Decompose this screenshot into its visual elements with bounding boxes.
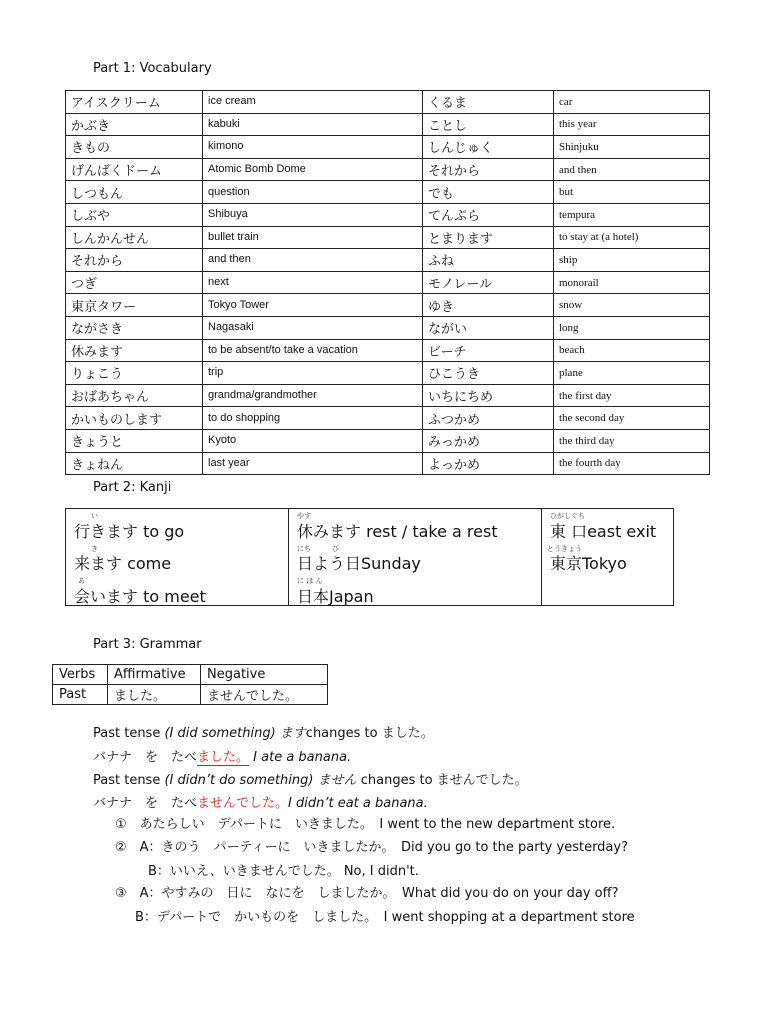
vocab-japanese: しぶや: [66, 203, 203, 226]
table-row: [66, 203, 710, 226]
example-sentence-2: ② A：きのう パーティーに いきましたか。 Did you go to the party yesterday?: [115, 840, 628, 855]
vocab-english: next: [203, 271, 423, 294]
vocab-japanese: モノレール: [423, 271, 554, 294]
kanji-entry: 行きます to go: [74, 522, 185, 541]
furigana: やす: [297, 512, 311, 520]
vocab-english: last year: [203, 452, 423, 475]
table-row: [66, 181, 710, 204]
vocab-japanese: かぶき: [66, 113, 203, 136]
vocab-english: Atomic Bomb Dome: [203, 158, 423, 181]
vocab-japanese: ながい: [423, 316, 554, 339]
vocab-english: trip: [203, 362, 423, 385]
vocab-japanese: ゆき: [423, 294, 554, 317]
furigana: ひがしぐち: [550, 512, 585, 520]
vocab-english: snow: [554, 294, 710, 317]
vocab-english: to stay at (a hotel): [554, 226, 710, 249]
example-negative: [93, 792, 428, 811]
table-row: [66, 407, 710, 430]
rule-text: changes to ませんでした。: [356, 773, 528, 788]
grammar-rule-affirmative: [93, 722, 434, 741]
vocab-english: kabuki: [203, 113, 423, 136]
kanji-entry: 東京Tokyo: [550, 554, 627, 573]
example-translation: I didn’t eat a banana.: [288, 796, 428, 811]
example-text: バナナ を たべ: [93, 750, 198, 765]
example-sentence-2-answer: B：いいえ、いきませんでした。 No, I didn't.: [148, 864, 419, 879]
highlight-ending: ませんでした。: [197, 796, 289, 811]
vocab-english: ship: [554, 249, 710, 272]
vocab-japanese: ひこうき: [423, 362, 554, 385]
vocab-japanese: よっかめ: [423, 452, 554, 475]
kanji-entry: 来ます come: [74, 554, 172, 573]
vocab-english: grandma/grandmother: [203, 384, 423, 407]
vocab-english: car: [554, 91, 710, 114]
example-affirmative: [93, 746, 351, 765]
kanji-box: [65, 508, 674, 606]
vocab-japanese: てんぷら: [423, 203, 554, 226]
vocab-english: the second day: [554, 407, 710, 430]
vocab-japanese: いちにちめ: [423, 384, 554, 407]
vocab-english: this year: [554, 113, 710, 136]
vocab-english: kimono: [203, 136, 423, 159]
vocab-japanese: それから: [66, 249, 203, 272]
kanji-column-1: [66, 509, 288, 605]
vocab-japanese: 東京タワー: [66, 294, 203, 317]
vocab-japanese: しつもん: [66, 181, 203, 204]
part2-heading: Part 2: Kanji: [93, 480, 172, 495]
rule-emphasis: (I did something) ます: [164, 726, 306, 741]
vocab-japanese: くるま: [423, 91, 554, 114]
rule-emphasis: (I didn’t do something) ません: [164, 773, 357, 788]
vocab-japanese: ふつかめ: [423, 407, 554, 430]
vocab-english: Shibuya: [203, 203, 423, 226]
table-cell: ました。: [108, 685, 201, 705]
kanji-entry: 休みます rest / take a rest: [297, 522, 498, 541]
table-row: [66, 362, 710, 385]
vocab-english: Shinjuku: [554, 136, 710, 159]
vocab-japanese: つぎ: [66, 271, 203, 294]
vocab-english: and then: [554, 158, 710, 181]
vocab-english: plane: [554, 362, 710, 385]
vocab-japanese: とまります: [423, 226, 554, 249]
table-row: [66, 249, 710, 272]
table-header-cell: Negative: [201, 665, 328, 685]
vocab-japanese: 休みます: [66, 339, 203, 362]
grammar-table-row: [53, 685, 328, 705]
vocab-english: to do shopping: [203, 407, 423, 430]
table-row: [66, 294, 710, 317]
vocab-english: the first day: [554, 384, 710, 407]
vocab-japanese: それから: [423, 158, 554, 181]
example-text: バナナ を たべ: [93, 796, 198, 811]
vocab-english: long: [554, 316, 710, 339]
table-row: [66, 271, 710, 294]
table-row: [66, 226, 710, 249]
vocab-english: Kyoto: [203, 429, 423, 452]
example-sentence-1: ① あたらしい デパートに いきました。 I went to the new department store.: [115, 817, 616, 832]
table-row: [66, 429, 710, 452]
grammar-table-header: [53, 665, 328, 685]
vocab-japanese: おばあちゃん: [66, 384, 203, 407]
part1-heading: Part 1: Vocabulary: [93, 61, 212, 76]
vocab-english: bullet train: [203, 226, 423, 249]
table-row: [66, 384, 710, 407]
vocab-japanese: しんじゅく: [423, 136, 554, 159]
grammar-table: [52, 664, 328, 705]
vocab-english: Tokyo Tower: [203, 294, 423, 317]
table-row: [66, 339, 710, 362]
table-row: [66, 113, 710, 136]
furigana: とうきょう: [547, 545, 582, 553]
vocab-japanese: でも: [423, 181, 554, 204]
vocab-english: but: [554, 181, 710, 204]
vocab-japanese: きょねん: [66, 452, 203, 475]
rule-text: changes to ました。: [305, 726, 434, 741]
furigana: あ: [78, 577, 85, 585]
vocabulary-table: [65, 90, 710, 475]
vocab-japanese: ながさき: [66, 316, 203, 339]
vocab-japanese: きょうと: [66, 429, 203, 452]
vocab-japanese: みっかめ: [423, 429, 554, 452]
table-header-cell: Affirmative: [108, 665, 201, 685]
example-sentence-3-answer: B：デパートで かいものを しました。 I went shopping at a department store: [135, 910, 635, 925]
part3-heading: Part 3: Grammar: [93, 637, 202, 652]
table-row: [66, 136, 710, 159]
vocab-english: tempura: [554, 203, 710, 226]
table-row: [66, 158, 710, 181]
example-sentence-3: ③ A：やすみの 日に なにを しましたか。 What did you do on your day off?: [115, 886, 619, 901]
table-row: [66, 91, 710, 114]
table-cell: Past: [53, 685, 108, 705]
vocab-japanese: ふね: [423, 249, 554, 272]
furigana: き: [91, 545, 98, 553]
vocab-japanese: ビーチ: [423, 339, 554, 362]
vocab-japanese: アイスクリーム: [66, 91, 203, 114]
vocab-english: and then: [203, 249, 423, 272]
rule-text: Past tense: [93, 773, 165, 788]
vocab-english: to be absent/to take a vacation: [203, 339, 423, 362]
kanji-entry: 会います to meet: [74, 587, 206, 606]
vocab-japanese: りょこう: [66, 362, 203, 385]
vocab-english: beach: [554, 339, 710, 362]
grammar-rule-negative: [93, 769, 528, 788]
table-cell: ませんでした。: [201, 685, 328, 705]
kanji-column-2: [288, 509, 542, 605]
vocab-japanese: かいものします: [66, 407, 203, 430]
kanji-entry: 日よう日Sunday: [297, 554, 421, 573]
vocab-english: question: [203, 181, 423, 204]
vocab-japanese: げんばくドーム: [66, 158, 203, 181]
highlight-ending: ました。: [197, 750, 250, 765]
vocab-english: the third day: [554, 429, 710, 452]
vocab-english: ice cream: [203, 91, 423, 114]
vocab-japanese: ことし: [423, 113, 554, 136]
vocab-english: the fourth day: [554, 452, 710, 475]
furigana: にち び: [297, 545, 339, 553]
vocab-english: Nagasaki: [203, 316, 423, 339]
vocab-english: monorail: [554, 271, 710, 294]
table-header-cell: Verbs: [53, 665, 108, 685]
kanji-entry: 東 口east exit: [550, 522, 657, 541]
table-row: [66, 316, 710, 339]
table-row: [66, 452, 710, 475]
furigana: い: [91, 512, 98, 520]
furigana: に ほ ん: [297, 577, 323, 585]
kanji-entry: 日本Japan: [297, 587, 374, 606]
vocab-japanese: しんかんせん: [66, 226, 203, 249]
example-translation: I ate a banana.: [249, 750, 352, 765]
rule-text: Past tense: [93, 726, 165, 741]
kanji-column-3: [541, 509, 674, 605]
vocab-japanese: きもの: [66, 136, 203, 159]
